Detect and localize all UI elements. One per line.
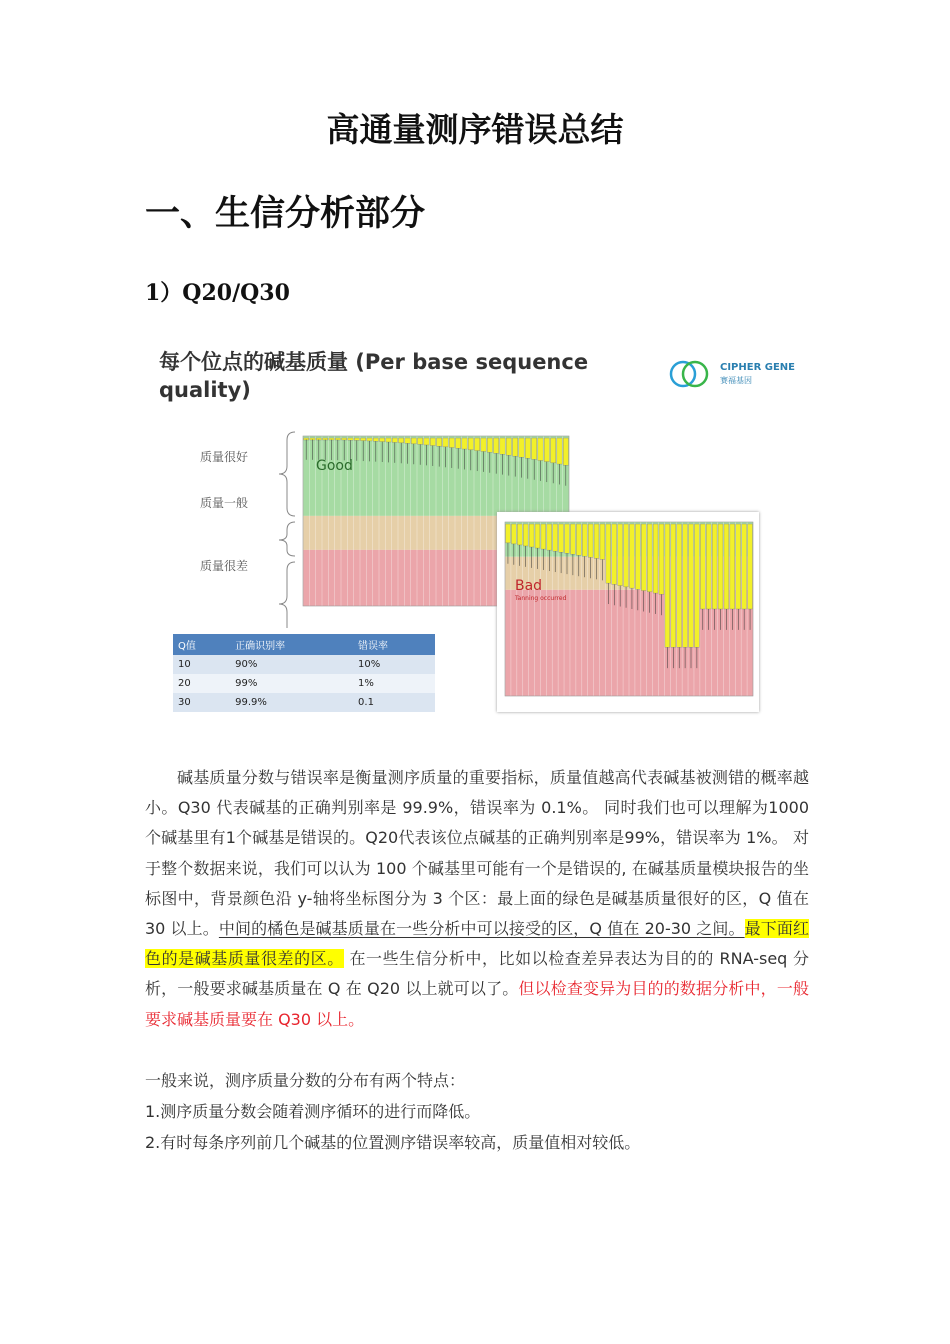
quality-box xyxy=(600,524,605,559)
text-span: 碱基质量分数与错误率是衡量测序质量的重要指标，质量值越高代表碱基被测错的概率越小。Q30 代表碱基的正确判别率是 99.9%，错误率为 0.1%。 同时我们也可以理解为1000个碱基里有1个碱基是错误的。Q20代表该位点碱基的正确判别率是99%，错误率为 1%。 对于整个数据来说，我们可以认为 100 个碱基里可能有一个是错误的, 在碱基质量模块报告的坐标图中，背景颜色沿 y-轴将坐标图分为 3 个区：最上面的绿色是碱基质量很好的区，Q 值在 30 以上。 xyxy=(145,768,809,939)
quality-box xyxy=(392,438,397,442)
table-row xyxy=(173,674,435,693)
quality-box xyxy=(582,524,587,556)
logo-subtext: 赛福基因 xyxy=(720,376,752,385)
quality-box xyxy=(653,524,658,593)
quality-box xyxy=(559,524,564,552)
table-row xyxy=(173,655,435,674)
bad-sublabel: Tanning occurred xyxy=(515,595,567,602)
red-emphasis-text: 但以检查变异为目的的数据分析中，一般要求碱基质量要在 Q30 以上。 xyxy=(145,979,809,1029)
quality-box xyxy=(606,524,611,583)
quality-box xyxy=(641,524,646,591)
quality-box xyxy=(647,524,652,592)
quality-figure xyxy=(145,340,805,720)
table-cell: 10 xyxy=(173,655,230,674)
cipher-gene-logo-icon xyxy=(665,354,805,394)
quality-box xyxy=(635,524,640,589)
table-cell: 90% xyxy=(230,655,353,674)
table-cell: 20 xyxy=(173,674,230,693)
zone-label-good: 质量很好 xyxy=(200,450,249,464)
table-cell: 1% xyxy=(353,674,435,693)
good-label: Good xyxy=(316,458,353,474)
zone-label-bad: 质量很差 xyxy=(200,559,249,573)
quality-box xyxy=(612,524,617,584)
quality-box xyxy=(494,438,499,453)
quality-box xyxy=(557,438,562,464)
quality-box xyxy=(565,524,570,553)
quality-box xyxy=(335,438,340,440)
quality-box xyxy=(547,524,552,550)
quality-box xyxy=(511,524,516,544)
paragraph-intro: 一般来说，测序质量分数的分布有两个特点： xyxy=(145,1071,466,1090)
quality-box xyxy=(630,524,635,588)
quality-box xyxy=(736,524,741,609)
quality-box xyxy=(475,438,480,451)
quality-box xyxy=(618,524,623,586)
table-row xyxy=(173,693,435,712)
bad-quality-plot xyxy=(497,512,759,712)
quality-box xyxy=(659,524,664,594)
quality-box xyxy=(386,438,391,442)
quality-box xyxy=(361,438,366,441)
quality-box xyxy=(500,438,505,454)
quality-box xyxy=(665,524,670,647)
quality-box xyxy=(718,524,723,609)
quality-box xyxy=(563,438,568,465)
paragraph-quality-explanation xyxy=(145,763,809,1035)
quality-box xyxy=(517,524,522,545)
quality-box xyxy=(538,438,543,461)
list-item: 2.有时每条序列前几个碱基的位置测序错误率较高，质量值相对较低。 xyxy=(145,1133,641,1152)
quality-box xyxy=(529,524,534,547)
document-title: 高通量测序错误总结 xyxy=(326,110,624,149)
table-cell: 99% xyxy=(230,674,353,693)
quality-box xyxy=(742,524,747,609)
quality-box xyxy=(724,524,729,609)
quality-box xyxy=(449,438,454,448)
quality-box xyxy=(551,438,556,463)
quality-box xyxy=(443,438,448,447)
logo-text: CIPHER GENE xyxy=(720,362,796,373)
table-header: Q值 xyxy=(173,634,230,655)
quality-box xyxy=(748,524,753,609)
quality-box xyxy=(506,438,511,455)
quality-box xyxy=(373,438,378,441)
subsection-heading: 1）Q20/Q30 xyxy=(145,280,290,306)
table-header: 错误率 xyxy=(353,634,435,655)
quality-box xyxy=(468,438,473,450)
figure-title: 每个位点的碱基质量 (Per base sequence quality) xyxy=(159,350,589,402)
quality-box xyxy=(342,438,347,440)
quality-box xyxy=(624,524,629,587)
table-cell: 99.9% xyxy=(230,693,353,712)
quality-box xyxy=(481,438,486,451)
quality-box xyxy=(535,524,540,548)
quality-box xyxy=(380,438,385,442)
quality-box xyxy=(399,438,404,443)
quality-box xyxy=(456,438,461,448)
quality-box xyxy=(683,524,688,647)
table-cell: 30 xyxy=(173,693,230,712)
quality-box xyxy=(689,524,694,647)
quality-box xyxy=(544,438,549,462)
quality-box xyxy=(594,524,599,558)
list-item: 1.测序质量分数会随着测序循环的进行而降低。 xyxy=(145,1102,481,1121)
quality-box xyxy=(418,438,423,444)
quality-box xyxy=(730,524,735,609)
quality-box xyxy=(576,524,581,555)
quality-box xyxy=(541,524,546,549)
quality-box xyxy=(348,438,353,440)
quality-box xyxy=(523,524,528,546)
quality-box xyxy=(712,524,717,609)
quality-box xyxy=(677,524,682,647)
quality-box xyxy=(354,438,359,440)
quality-box xyxy=(694,524,699,647)
zone-label-ok: 质量一般 xyxy=(200,496,249,510)
quality-box xyxy=(405,438,410,443)
bad-label: Bad xyxy=(515,578,543,594)
quality-box xyxy=(588,524,593,557)
quality-box xyxy=(519,438,524,457)
quality-box xyxy=(367,438,372,441)
quality-box xyxy=(570,524,575,554)
table-cell: 0.1 xyxy=(353,693,435,712)
section-heading: 一、生信分析部分 xyxy=(145,194,426,234)
text-span: 在一些生信分析中，比如以检查差异表达为目的的 RNA-seq 分析，一般要求碱基质量在 Q 在 Q20 以上就可以了。 xyxy=(145,949,809,999)
table-cell: 10% xyxy=(353,655,435,674)
q-value-table xyxy=(173,634,435,712)
quality-box xyxy=(430,438,435,446)
quality-box xyxy=(462,438,467,449)
quality-box xyxy=(553,524,558,551)
quality-box xyxy=(513,438,518,456)
quality-box xyxy=(411,438,416,444)
quality-box xyxy=(532,438,537,459)
quality-box xyxy=(700,524,705,609)
quality-box xyxy=(487,438,492,452)
quality-box xyxy=(671,524,676,647)
quality-box xyxy=(424,438,429,445)
quality-box xyxy=(706,524,711,609)
table-header: 正确识别率 xyxy=(230,634,353,655)
highlighted-text: 最下面红色的是碱基质量很差的区。 xyxy=(145,919,809,969)
underlined-text: 中间的橘色是碱基质量在一些分析中可以接受的区，Q 值在 20-30 之间。 xyxy=(218,919,745,939)
quality-box xyxy=(525,438,530,458)
quality-box xyxy=(437,438,442,446)
quality-box xyxy=(506,524,511,543)
